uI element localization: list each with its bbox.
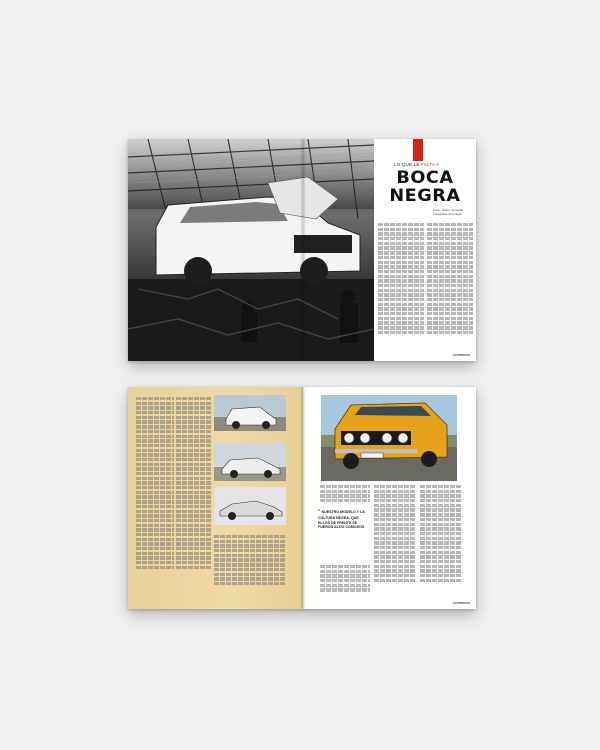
left-page-column-3 (214, 535, 286, 597)
credits-line-1: Texto: Álvaro de Arriba (433, 208, 464, 212)
headline-line-2: NEGRA (389, 186, 461, 205)
pull-quote-mark: “ (318, 509, 321, 515)
left-page-column-1 (136, 397, 174, 597)
headline-kicker (394, 162, 439, 167)
kicker-prefix: LO QUE LE (394, 162, 420, 167)
headline-line-1: BOCA (396, 168, 454, 187)
factory-assembly-photo (128, 139, 374, 361)
article-credits (433, 209, 475, 217)
pull-quote-text: NUESTRO MODELO Y LA CULTURA NEGRA, QUE ELLOS DE FRENTE SE FUERON ALGO COMODOS (318, 510, 365, 530)
page-footer-brand: AUTOPISTA (452, 353, 470, 357)
right-page-column-3 (420, 485, 462, 599)
body-text-column-2 (427, 223, 473, 351)
body-text-column-1 (378, 223, 424, 351)
right-page-column-1-bottom (320, 565, 370, 599)
magazine-spread-top (128, 139, 476, 361)
pull-quote (318, 509, 368, 530)
credits-line-2: Fotografía: Club Seat (433, 211, 462, 216)
page-footer-brand-bottom: AUTOPISTA (452, 601, 470, 605)
kicker-highlight: FALTA A (421, 162, 440, 167)
left-page-column-2 (176, 397, 212, 597)
page-gutter (300, 139, 306, 361)
car-photo-white-sedan-2 (214, 443, 286, 481)
factory-scene-illustration (128, 139, 374, 361)
magazine-spread-bottom (128, 387, 476, 609)
orange-car-photo (321, 395, 457, 481)
right-page-column-2 (374, 485, 416, 599)
car-photo-coupe (214, 487, 286, 525)
right-page-column-1-top (320, 485, 370, 505)
page-gutter (300, 387, 306, 609)
car-photo-white-sedan-1 (214, 395, 286, 431)
red-accent-bar (413, 139, 423, 161)
